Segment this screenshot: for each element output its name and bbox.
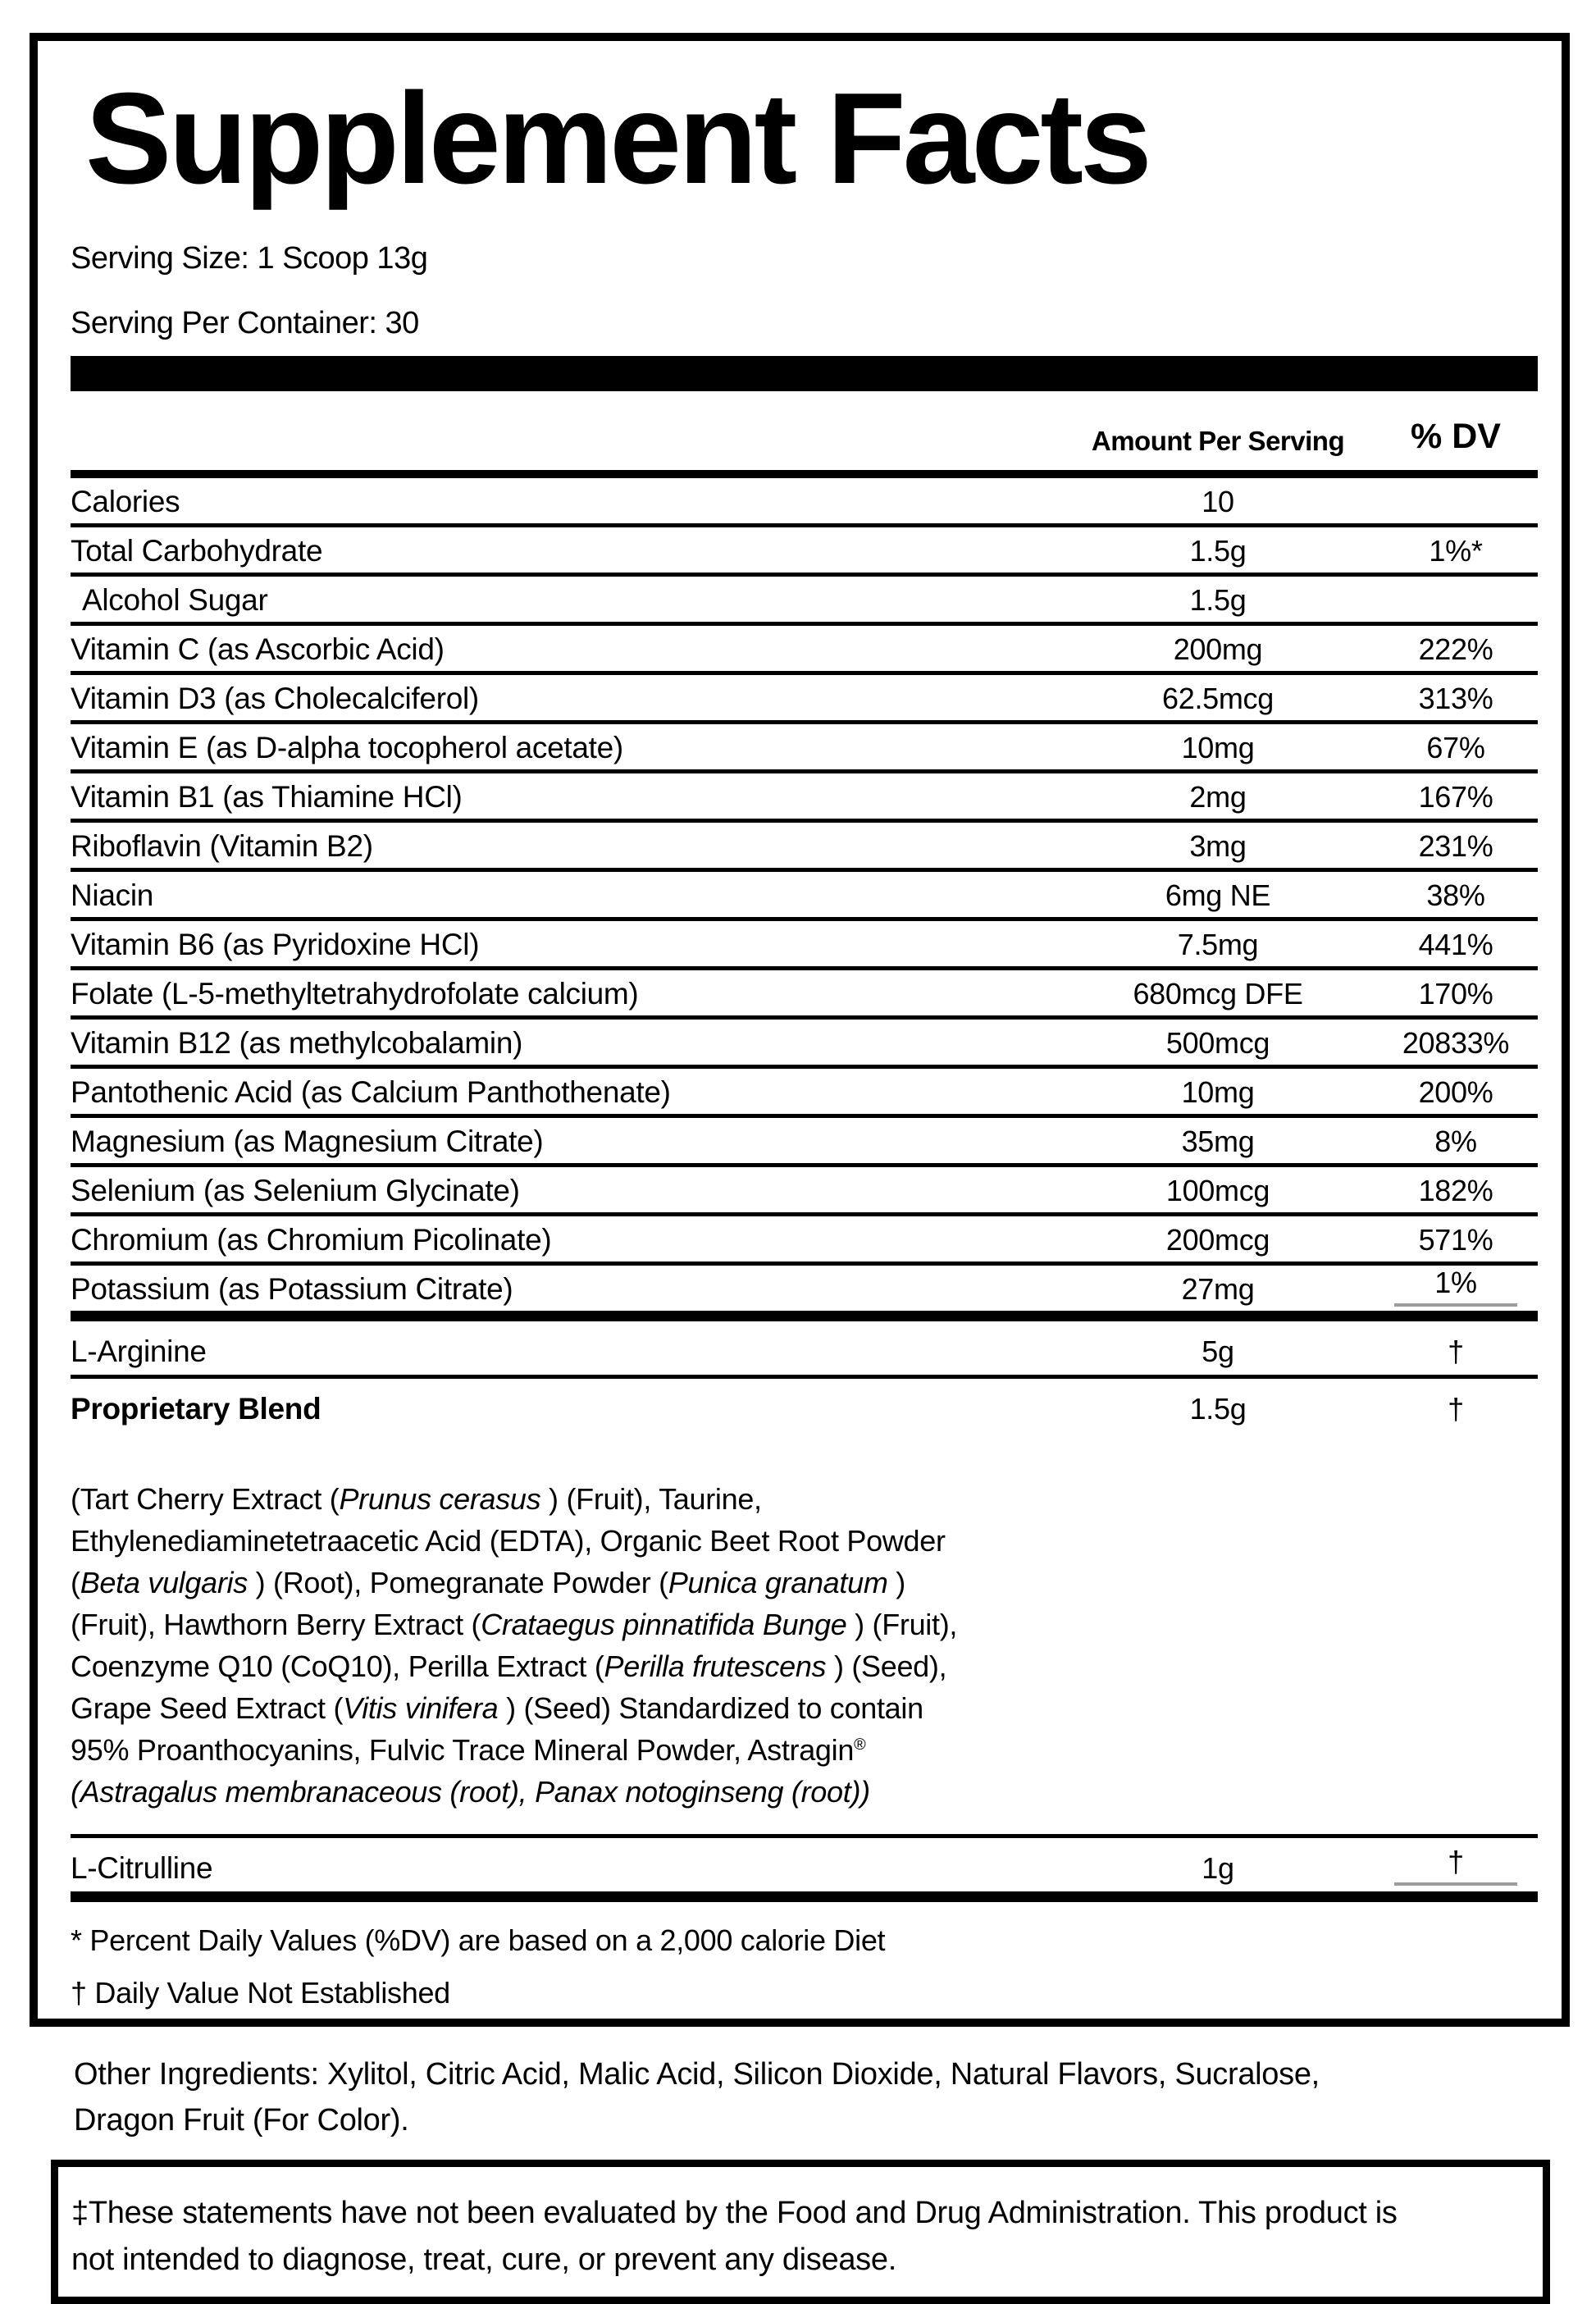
table-row	[71, 872, 1538, 921]
other-ingredients: Other Ingredients: Xylitol, Citric Acid, Malic Acid, Silicon Dioxide, Natural Flavors, Sucralose, Dragon Fruit (For Color).	[74, 2057, 1320, 2138]
nutrient-dv-value: †	[1448, 1334, 1464, 1369]
nutrient-amount-value: 10mg	[1181, 1075, 1255, 1110]
nutrient-amount	[1062, 1125, 1374, 1159]
nutrient-dv	[1374, 1392, 1538, 1426]
proprietary-blend-ingredients	[71, 1478, 1538, 1838]
nutrient-dv	[1374, 1266, 1538, 1307]
nutrient-amount-value: 2mg	[1189, 780, 1247, 814]
nutrient-amount-value: 100mcg	[1165, 1174, 1270, 1208]
nutrient-dv	[1374, 1026, 1538, 1061]
nutrient-amount	[1062, 1026, 1374, 1061]
nutrient-amount-value: 10	[1202, 485, 1234, 519]
nutrient-dv	[1374, 1845, 1538, 1886]
nutrient-amount-value: 200mg	[1173, 632, 1263, 667]
nutrient-dv	[1374, 928, 1538, 962]
nutrient-amount-value: 1.5g	[1189, 583, 1247, 618]
nutrient-amount-value: 1.5g	[1189, 534, 1247, 568]
blend-line: (Astragalus membranaceous (root), Panax notoginseng (root))	[71, 1775, 870, 1809]
nutrient-dv-value: †	[1394, 1845, 1517, 1886]
nutrient-name: Vitamin C (as Ascorbic Acid)	[71, 632, 445, 667]
table-row	[71, 1167, 1538, 1216]
nutrient-dv	[1374, 829, 1538, 864]
nutrient-dv-value: 313%	[1418, 682, 1493, 716]
nutrient-amount	[1062, 583, 1374, 618]
table-row	[71, 1266, 1538, 1321]
nutrient-dv	[1374, 1075, 1538, 1110]
nutrient-dv	[1374, 1125, 1538, 1159]
nutrient-dv-value: 441%	[1418, 928, 1493, 962]
nutrient-amount-value: 200mcg	[1165, 1223, 1270, 1257]
nutrient-amount	[1062, 928, 1374, 962]
nutrient-amount-value: 27mg	[1181, 1272, 1255, 1307]
nutrient-dv-value: 182%	[1418, 1174, 1493, 1208]
amount-per-serving-header: Amount Per Serving	[1091, 426, 1345, 457]
nutrient-dv	[1374, 977, 1538, 1011]
table-row	[71, 1118, 1538, 1167]
blend-line: (Beta vulgaris ) (Root), Pomegranate Powder (Punica granatum )	[71, 1566, 905, 1600]
nutrient-dv	[1374, 682, 1538, 716]
nutrient-dv	[1374, 1174, 1538, 1208]
nutrient-dv	[1374, 1334, 1538, 1369]
nutrient-amount	[1062, 1174, 1374, 1208]
nutrient-name: Vitamin B12 (as methylcobalamin)	[71, 1026, 523, 1061]
supplement-facts-panel	[30, 33, 1570, 2027]
table-row	[71, 773, 1538, 823]
blend-line: Coenzyme Q10 (CoQ10), Perilla Extract (Perilla frutescens ) (Seed),	[71, 1649, 947, 1684]
nutrient-name: Pantothenic Acid (as Calcium Panthothenate)	[71, 1075, 671, 1110]
nutrient-dv-value: 67%	[1426, 731, 1485, 765]
nutrient-name: Vitamin D3 (as Cholecalciferol)	[71, 682, 479, 716]
nutrient-amount-value: 1.5g	[1189, 1392, 1247, 1426]
servings-per-container-line: Serving Per Container: 30	[71, 306, 419, 341]
nutrient-name: Vitamin B6 (as Pyridoxine HCl)	[71, 928, 480, 962]
nutrient-dv-value: 8%	[1434, 1125, 1477, 1159]
nutrient-dv-value: 200%	[1418, 1075, 1493, 1110]
nutrient-dv	[1374, 780, 1538, 814]
nutrient-table	[71, 478, 1538, 1902]
nutrient-amount	[1062, 682, 1374, 716]
nutrient-amount	[1062, 1272, 1374, 1307]
nutrient-dv-value: 231%	[1418, 829, 1493, 864]
nutrient-dv	[1374, 731, 1538, 765]
nutrient-amount	[1062, 485, 1374, 519]
nutrient-dv	[1374, 632, 1538, 667]
nutrient-name: L-Citrulline	[71, 1851, 213, 1886]
nutrient-amount	[1062, 1334, 1374, 1369]
nutrient-amount-value: 3mg	[1189, 829, 1247, 864]
nutrient-name: Magnesium (as Magnesium Citrate)	[71, 1125, 544, 1159]
nutrient-amount-value: 10mg	[1181, 731, 1255, 765]
nutrient-amount	[1062, 534, 1374, 568]
nutrient-dv-value: 170%	[1418, 977, 1493, 1011]
nutrient-amount	[1062, 780, 1374, 814]
serving-size-line: Serving Size: 1 Scoop 13g	[71, 241, 428, 276]
nutrient-amount	[1062, 1392, 1374, 1426]
table-row	[71, 921, 1538, 970]
nutrient-name: Riboflavin (Vitamin B2)	[71, 829, 373, 864]
nutrient-name: L-Arginine	[71, 1334, 207, 1369]
nutrient-dv	[1374, 878, 1538, 913]
header-rule	[71, 470, 1538, 478]
nutrient-amount	[1062, 1075, 1374, 1110]
nutrient-name: Total Carbohydrate	[71, 534, 323, 568]
nutrient-dv	[1374, 1223, 1538, 1257]
table-row	[71, 1216, 1538, 1266]
nutrient-dv-value: 1%*	[1429, 534, 1483, 568]
nutrient-amount	[1062, 829, 1374, 864]
footnote-dv: * Percent Daily Values (%DV) are based on a 2,000 calorie Diet	[71, 1923, 886, 1958]
table-row	[71, 675, 1538, 724]
nutrient-name: Chromium (as Chromium Picolinate)	[71, 1223, 552, 1257]
table-row	[71, 1020, 1538, 1069]
percent-dv-header: % DV	[1411, 417, 1501, 457]
nutrient-name: Vitamin E (as D-alpha tocopherol acetate)	[71, 731, 623, 765]
nutrient-amount	[1062, 632, 1374, 667]
blend-line: (Fruit), Hawthorn Berry Extract (Crataegus pinnatifida Bunge ) (Fruit),	[71, 1608, 958, 1642]
nutrient-amount	[1062, 878, 1374, 913]
footnote-dagger: † Daily Value Not Established	[71, 1976, 450, 2010]
nutrient-name: Vitamin B1 (as Thiamine HCl)	[71, 780, 463, 814]
nutrient-name: Proprietary Blend	[71, 1392, 321, 1426]
table-row	[71, 823, 1538, 872]
table-row	[71, 1321, 1538, 1379]
nutrient-amount-value: 1g	[1202, 1851, 1234, 1886]
nutrient-name: Alcohol Sugar	[82, 583, 268, 618]
nutrient-amount-value: 62.5mcg	[1162, 682, 1274, 716]
table-row	[71, 577, 1538, 626]
nutrient-amount	[1062, 1223, 1374, 1257]
nutrient-amount	[1062, 977, 1374, 1011]
table-row	[71, 724, 1538, 773]
nutrient-dv	[1374, 534, 1538, 568]
nutrient-name: Folate (L-5-methyltetrahydrofolate calcium)	[71, 977, 639, 1011]
nutrient-amount-value: 680mcg DFE	[1133, 977, 1303, 1011]
nutrient-dv-value: 571%	[1418, 1223, 1493, 1257]
section-divider-bar-top	[71, 356, 1538, 391]
supplement-label	[0, 33, 1596, 2304]
blend-line: Ethylenediaminetetraacetic Acid (EDTA), Organic Beet Root Powder	[71, 1524, 946, 1558]
nutrient-dv-value: 167%	[1418, 780, 1493, 814]
table-row	[71, 970, 1538, 1020]
panel-title: Supplement Facts	[85, 66, 1149, 211]
nutrient-dv-value: †	[1448, 1392, 1464, 1426]
table-row	[71, 626, 1538, 675]
disclaimer-box	[51, 2160, 1550, 2304]
table-row	[71, 1838, 1538, 1902]
nutrient-name: Potassium (as Potassium Citrate)	[71, 1272, 513, 1307]
table-row	[71, 1379, 1538, 1432]
column-header-row	[71, 411, 1538, 457]
table-row	[71, 527, 1538, 577]
nutrient-dv-value: 20833%	[1402, 1026, 1510, 1061]
blend-line: (Tart Cherry Extract (Prunus cerasus ) (Fruit), Taurine,	[71, 1482, 762, 1517]
nutrient-amount-value: 6mg NE	[1165, 878, 1271, 913]
table-row	[71, 478, 1538, 527]
nutrient-amount-value: 35mg	[1181, 1125, 1255, 1159]
nutrient-name: Niacin	[71, 878, 154, 913]
nutrient-dv-value: 222%	[1418, 632, 1493, 667]
table-row	[71, 1069, 1538, 1118]
nutrient-dv-value: 1%	[1394, 1266, 1517, 1307]
blend-line: Grape Seed Extract (Vitis vinifera ) (Seed) Standardized to contain	[71, 1691, 923, 1726]
nutrient-amount	[1062, 731, 1374, 765]
nutrient-amount-value: 500mcg	[1165, 1026, 1270, 1061]
nutrient-name: Selenium (as Selenium Glycinate)	[71, 1174, 520, 1208]
nutrient-amount	[1062, 1851, 1374, 1886]
disclaimer-text: ‡These statements have not been evaluated by the Food and Drug Administration. This product is not intended to diagnose, treat, cure, or prevent any disease.	[71, 2196, 1398, 2278]
nutrient-amount-value: 7.5mg	[1177, 928, 1259, 962]
blend-line: 95% Proanthocyanins, Fulvic Trace Mineral Powder, Astragin®	[71, 1733, 866, 1768]
nutrient-amount-value: 5g	[1202, 1334, 1234, 1369]
nutrient-dv-value: 38%	[1426, 878, 1485, 913]
nutrient-name: Calories	[71, 485, 180, 519]
